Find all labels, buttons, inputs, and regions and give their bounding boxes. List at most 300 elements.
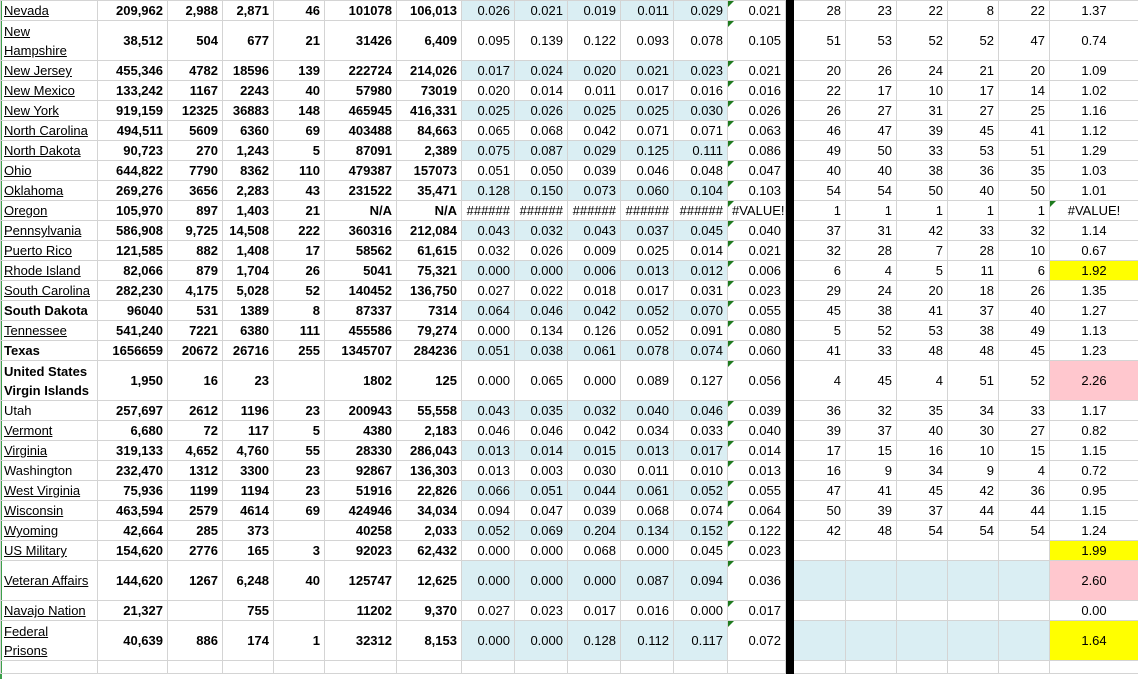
cell-jurisdiction[interactable] <box>1 181 98 201</box>
cell-rate-4[interactable]: 0.013 <box>621 441 674 461</box>
cell-average[interactable]: 0.036 <box>728 561 786 601</box>
cell-rate-1[interactable]: 0.027 <box>462 601 515 621</box>
cell-rank-4[interactable]: 34 <box>948 401 999 421</box>
cell-c6[interactable]: 136,303 <box>397 461 462 481</box>
cell-ratio[interactable]: 1.02 <box>1050 81 1138 101</box>
cell-rate-4[interactable]: 0.060 <box>621 181 674 201</box>
cell-rate-5[interactable]: 0.000 <box>674 601 728 621</box>
cell-rate-5[interactable]: 0.014 <box>674 241 728 261</box>
cell-c2[interactable]: 879 <box>168 261 223 281</box>
cell-rate-4[interactable]: 0.089 <box>621 361 674 401</box>
cell-c5[interactable]: 140452 <box>325 281 397 301</box>
cell-rate-4[interactable]: 0.017 <box>621 281 674 301</box>
cell-ratio[interactable]: 0.74 <box>1050 21 1138 61</box>
cell-c5[interactable]: 424946 <box>325 501 397 521</box>
cell-rate-1[interactable]: 0.032 <box>462 241 515 261</box>
cell-ratio[interactable]: 1.15 <box>1050 501 1138 521</box>
cell-c4[interactable]: 23 <box>274 461 325 481</box>
cell-rank-3[interactable]: 10 <box>897 81 948 101</box>
cell-c3[interactable]: 18596 <box>223 61 274 81</box>
cell-rate-2[interactable]: ###### <box>515 201 568 221</box>
empty-cell[interactable] <box>1 661 98 674</box>
cell-rate-2[interactable]: 0.000 <box>515 261 568 281</box>
cell-jurisdiction[interactable] <box>1 141 98 161</box>
cell-rate-3[interactable]: 0.204 <box>568 521 621 541</box>
cell-c2[interactable]: 504 <box>168 21 223 61</box>
cell-rate-5[interactable]: 0.016 <box>674 81 728 101</box>
cell-c2[interactable]: 16 <box>168 361 223 401</box>
cell-c4[interactable]: 110 <box>274 161 325 181</box>
cell-rank-4[interactable] <box>948 621 999 661</box>
cell-rank-3[interactable]: 31 <box>897 101 948 121</box>
cell-c1[interactable]: 209,962 <box>98 1 168 21</box>
cell-rank-1[interactable] <box>794 601 846 621</box>
cell-c1[interactable]: 42,664 <box>98 521 168 541</box>
cell-rank-4[interactable] <box>948 541 999 561</box>
cell-rate-1[interactable]: 0.013 <box>462 461 515 481</box>
cell-rank-3[interactable]: 53 <box>897 321 948 341</box>
cell-c3[interactable]: 6,248 <box>223 561 274 601</box>
cell-c6[interactable]: 2,033 <box>397 521 462 541</box>
cell-c6[interactable]: 79,274 <box>397 321 462 341</box>
cell-rank-2[interactable]: 26 <box>846 61 897 81</box>
cell-rank-3[interactable]: 33 <box>897 141 948 161</box>
cell-rate-1[interactable]: 0.000 <box>462 541 515 561</box>
cell-jurisdiction[interactable] <box>1 281 98 301</box>
cell-average[interactable]: 0.055 <box>728 481 786 501</box>
cell-average[interactable]: 0.016 <box>728 81 786 101</box>
cell-ratio[interactable]: 1.03 <box>1050 161 1138 181</box>
cell-c1[interactable]: 90,723 <box>98 141 168 161</box>
cell-jurisdiction[interactable] <box>1 121 98 141</box>
cell-rate-1[interactable]: ###### <box>462 201 515 221</box>
cell-rate-4[interactable]: 0.021 <box>621 61 674 81</box>
cell-rank-3[interactable]: 34 <box>897 461 948 481</box>
cell-average[interactable]: 0.056 <box>728 361 786 401</box>
cell-rate-3[interactable]: 0.043 <box>568 221 621 241</box>
cell-c2[interactable]: 5609 <box>168 121 223 141</box>
jurisdiction-link[interactable]: North Carolina <box>4 123 88 138</box>
cell-c6[interactable]: 125 <box>397 361 462 401</box>
cell-rank-1[interactable]: 17 <box>794 441 846 461</box>
cell-c1[interactable]: 133,242 <box>98 81 168 101</box>
cell-rank-2[interactable] <box>846 601 897 621</box>
cell-rate-4[interactable]: 0.052 <box>621 301 674 321</box>
cell-rank-1[interactable]: 5 <box>794 321 846 341</box>
cell-rank-4[interactable]: 8 <box>948 1 999 21</box>
empty-cell[interactable] <box>674 661 728 674</box>
cell-c5[interactable]: 51916 <box>325 481 397 501</box>
cell-rank-3[interactable]: 16 <box>897 441 948 461</box>
cell-ratio[interactable]: 1.99 <box>1050 541 1138 561</box>
cell-c1[interactable]: 319,133 <box>98 441 168 461</box>
cell-rank-3[interactable]: 5 <box>897 261 948 281</box>
cell-c5[interactable]: N/A <box>325 201 397 221</box>
cell-rank-3[interactable]: 52 <box>897 21 948 61</box>
cell-c3[interactable]: 1196 <box>223 401 274 421</box>
cell-rate-3[interactable]: 0.042 <box>568 421 621 441</box>
cell-rate-3[interactable]: 0.029 <box>568 141 621 161</box>
cell-c6[interactable]: 75,321 <box>397 261 462 281</box>
cell-c2[interactable]: 4782 <box>168 61 223 81</box>
cell-rate-3[interactable]: 0.126 <box>568 321 621 341</box>
cell-c3[interactable]: 3300 <box>223 461 274 481</box>
cell-jurisdiction[interactable] <box>1 341 98 361</box>
cell-rate-2[interactable]: 0.000 <box>515 621 568 661</box>
cell-c1[interactable]: 919,159 <box>98 101 168 121</box>
cell-c5[interactable]: 5041 <box>325 261 397 281</box>
jurisdiction-link[interactable]: Oregon <box>4 203 48 218</box>
cell-rank-3[interactable]: 42 <box>897 221 948 241</box>
empty-cell[interactable] <box>621 661 674 674</box>
cell-c2[interactable]: 2612 <box>168 401 223 421</box>
cell-rate-1[interactable]: 0.025 <box>462 101 515 121</box>
cell-c5[interactable]: 92023 <box>325 541 397 561</box>
cell-c3[interactable]: 26716 <box>223 341 274 361</box>
cell-ratio[interactable]: 1.27 <box>1050 301 1138 321</box>
jurisdiction-link[interactable]: Rhode Island <box>4 263 81 278</box>
cell-jurisdiction[interactable] <box>1 301 98 321</box>
cell-jurisdiction[interactable] <box>1 21 98 61</box>
cell-c5[interactable]: 92867 <box>325 461 397 481</box>
cell-c3[interactable]: 1,403 <box>223 201 274 221</box>
cell-c3[interactable]: 23 <box>223 361 274 401</box>
cell-rate-2[interactable]: 0.050 <box>515 161 568 181</box>
cell-c5[interactable]: 403488 <box>325 121 397 141</box>
cell-c3[interactable]: 373 <box>223 521 274 541</box>
cell-rate-1[interactable]: 0.046 <box>462 421 515 441</box>
empty-cell[interactable] <box>846 661 897 674</box>
cell-average[interactable]: 0.103 <box>728 181 786 201</box>
cell-c1[interactable]: 232,470 <box>98 461 168 481</box>
cell-rank-2[interactable]: 53 <box>846 21 897 61</box>
cell-rate-3[interactable]: 0.042 <box>568 121 621 141</box>
empty-cell[interactable] <box>1050 661 1138 674</box>
cell-rate-2[interactable]: 0.150 <box>515 181 568 201</box>
cell-rate-5[interactable]: 0.070 <box>674 301 728 321</box>
cell-rate-1[interactable]: 0.000 <box>462 261 515 281</box>
cell-rank-1[interactable] <box>794 621 846 661</box>
cell-rank-2[interactable]: 40 <box>846 161 897 181</box>
cell-rank-1[interactable]: 16 <box>794 461 846 481</box>
cell-rate-4[interactable]: 0.112 <box>621 621 674 661</box>
cell-c3[interactable]: 5,028 <box>223 281 274 301</box>
cell-rate-5[interactable]: 0.023 <box>674 61 728 81</box>
cell-c5[interactable]: 222724 <box>325 61 397 81</box>
cell-rate-4[interactable]: 0.025 <box>621 241 674 261</box>
cell-rate-5[interactable]: 0.091 <box>674 321 728 341</box>
cell-c5[interactable]: 101078 <box>325 1 397 21</box>
cell-c6[interactable]: 212,084 <box>397 221 462 241</box>
cell-rate-2[interactable]: 0.038 <box>515 341 568 361</box>
cell-rate-2[interactable]: 0.069 <box>515 521 568 541</box>
cell-rate-5[interactable]: 0.104 <box>674 181 728 201</box>
cell-average[interactable]: 0.055 <box>728 301 786 321</box>
cell-rank-5[interactable]: 27 <box>999 421 1050 441</box>
cell-c2[interactable]: 270 <box>168 141 223 161</box>
cell-rate-3[interactable]: 0.032 <box>568 401 621 421</box>
jurisdiction-link[interactable]: US Military <box>4 543 67 558</box>
cell-c3[interactable]: 1389 <box>223 301 274 321</box>
cell-jurisdiction[interactable] <box>1 321 98 341</box>
cell-rank-1[interactable]: 46 <box>794 121 846 141</box>
cell-rank-1[interactable]: 29 <box>794 281 846 301</box>
cell-rank-2[interactable]: 27 <box>846 101 897 121</box>
jurisdiction-link[interactable]: Ohio <box>4 163 32 178</box>
cell-rank-1[interactable]: 1 <box>794 201 846 221</box>
cell-c3[interactable]: 1,408 <box>223 241 274 261</box>
cell-c6[interactable]: 136,750 <box>397 281 462 301</box>
cell-jurisdiction[interactable] <box>1 361 98 401</box>
cell-ratio[interactable]: 1.15 <box>1050 441 1138 461</box>
cell-c3[interactable]: 6380 <box>223 321 274 341</box>
cell-c5[interactable]: 360316 <box>325 221 397 241</box>
cell-c4[interactable]: 23 <box>274 481 325 501</box>
cell-rank-4[interactable]: 30 <box>948 421 999 441</box>
cell-rank-1[interactable]: 42 <box>794 521 846 541</box>
cell-rank-5[interactable]: 25 <box>999 101 1050 121</box>
cell-rate-1[interactable]: 0.013 <box>462 441 515 461</box>
cell-c2[interactable]: 1312 <box>168 461 223 481</box>
cell-average[interactable]: 0.080 <box>728 321 786 341</box>
cell-rank-4[interactable]: 11 <box>948 261 999 281</box>
cell-rank-2[interactable]: 9 <box>846 461 897 481</box>
cell-c3[interactable]: 14,508 <box>223 221 274 241</box>
cell-rank-4[interactable]: 54 <box>948 521 999 541</box>
cell-rank-5[interactable]: 36 <box>999 481 1050 501</box>
cell-rank-3[interactable]: 24 <box>897 61 948 81</box>
cell-rank-4[interactable] <box>948 561 999 601</box>
cell-c5[interactable]: 28330 <box>325 441 397 461</box>
cell-rate-2[interactable]: 0.003 <box>515 461 568 481</box>
cell-rate-1[interactable]: 0.051 <box>462 341 515 361</box>
cell-rank-1[interactable]: 4 <box>794 361 846 401</box>
cell-c2[interactable]: 7221 <box>168 321 223 341</box>
jurisdiction-link[interactable]: Virginia <box>4 443 48 458</box>
cell-rank-3[interactable] <box>897 541 948 561</box>
cell-c2[interactable]: 20672 <box>168 341 223 361</box>
cell-rank-1[interactable]: 37 <box>794 221 846 241</box>
cell-c1[interactable]: 463,594 <box>98 501 168 521</box>
cell-c4[interactable]: 1 <box>274 621 325 661</box>
cell-rank-1[interactable] <box>794 561 846 601</box>
cell-c6[interactable]: 84,663 <box>397 121 462 141</box>
cell-rank-3[interactable]: 37 <box>897 501 948 521</box>
jurisdiction-link[interactable]: South Carolina <box>4 283 90 298</box>
cell-rate-4[interactable]: 0.040 <box>621 401 674 421</box>
cell-ratio[interactable]: 1.64 <box>1050 621 1138 661</box>
cell-jurisdiction[interactable] <box>1 61 98 81</box>
cell-average[interactable]: 0.006 <box>728 261 786 281</box>
cell-rate-2[interactable]: 0.022 <box>515 281 568 301</box>
cell-rate-4[interactable]: 0.011 <box>621 1 674 21</box>
cell-c5[interactable]: 11202 <box>325 601 397 621</box>
cell-jurisdiction[interactable] <box>1 521 98 541</box>
jurisdiction-link[interactable]: Vermont <box>4 423 53 438</box>
cell-c2[interactable]: 2776 <box>168 541 223 561</box>
cell-rank-4[interactable]: 37 <box>948 301 999 321</box>
cell-rank-1[interactable]: 26 <box>794 101 846 121</box>
cell-rate-4[interactable]: 0.000 <box>621 541 674 561</box>
cell-c4[interactable] <box>274 361 325 401</box>
cell-rate-5[interactable]: 0.052 <box>674 481 728 501</box>
cell-c3[interactable]: 2243 <box>223 81 274 101</box>
cell-c6[interactable]: 6,409 <box>397 21 462 61</box>
cell-rate-2[interactable]: 0.024 <box>515 61 568 81</box>
cell-rate-2[interactable]: 0.051 <box>515 481 568 501</box>
cell-c5[interactable]: 57980 <box>325 81 397 101</box>
cell-jurisdiction[interactable] <box>1 561 98 601</box>
cell-c4[interactable]: 139 <box>274 61 325 81</box>
cell-c6[interactable]: 2,389 <box>397 141 462 161</box>
cell-rate-4[interactable]: 0.125 <box>621 141 674 161</box>
cell-jurisdiction[interactable] <box>1 481 98 501</box>
cell-jurisdiction[interactable] <box>1 221 98 241</box>
cell-rate-4[interactable]: 0.046 <box>621 161 674 181</box>
cell-average[interactable]: 0.021 <box>728 61 786 81</box>
cell-rank-2[interactable]: 31 <box>846 221 897 241</box>
cell-c1[interactable]: 6,680 <box>98 421 168 441</box>
cell-c4[interactable]: 21 <box>274 21 325 61</box>
cell-rank-1[interactable]: 51 <box>794 21 846 61</box>
cell-rank-2[interactable]: 32 <box>846 401 897 421</box>
cell-rank-5[interactable]: 40 <box>999 301 1050 321</box>
cell-rank-5[interactable]: 22 <box>999 1 1050 21</box>
cell-c5[interactable]: 4380 <box>325 421 397 441</box>
cell-c5[interactable]: 31426 <box>325 21 397 61</box>
cell-c6[interactable]: 35,471 <box>397 181 462 201</box>
cell-c2[interactable]: 1167 <box>168 81 223 101</box>
cell-c4[interactable]: 69 <box>274 501 325 521</box>
cell-c4[interactable]: 17 <box>274 241 325 261</box>
cell-rank-5[interactable]: 33 <box>999 401 1050 421</box>
cell-rank-2[interactable]: 54 <box>846 181 897 201</box>
cell-rate-1[interactable]: 0.020 <box>462 81 515 101</box>
cell-rank-5[interactable]: 4 <box>999 461 1050 481</box>
cell-rate-3[interactable]: 0.017 <box>568 601 621 621</box>
cell-c1[interactable]: 96040 <box>98 301 168 321</box>
cell-rank-3[interactable]: 45 <box>897 481 948 501</box>
cell-rate-4[interactable]: 0.061 <box>621 481 674 501</box>
cell-c3[interactable]: 1194 <box>223 481 274 501</box>
cell-rank-4[interactable]: 17 <box>948 81 999 101</box>
cell-rate-3[interactable]: 0.000 <box>568 361 621 401</box>
cell-c6[interactable]: 22,826 <box>397 481 462 501</box>
cell-c5[interactable]: 87337 <box>325 301 397 321</box>
cell-c6[interactable]: 284236 <box>397 341 462 361</box>
cell-rank-2[interactable]: 17 <box>846 81 897 101</box>
cell-ratio[interactable]: 2.60 <box>1050 561 1138 601</box>
cell-rank-3[interactable] <box>897 601 948 621</box>
cell-jurisdiction[interactable] <box>1 621 98 661</box>
cell-rate-5[interactable]: 0.074 <box>674 341 728 361</box>
cell-rate-4[interactable]: 0.078 <box>621 341 674 361</box>
cell-rate-1[interactable]: 0.026 <box>462 1 515 21</box>
cell-jurisdiction[interactable] <box>1 161 98 181</box>
cell-rate-4[interactable]: 0.017 <box>621 81 674 101</box>
cell-c1[interactable]: 269,276 <box>98 181 168 201</box>
cell-rate-5[interactable]: 0.117 <box>674 621 728 661</box>
cell-c6[interactable]: 214,026 <box>397 61 462 81</box>
cell-rank-3[interactable] <box>897 621 948 661</box>
cell-rank-1[interactable]: 49 <box>794 141 846 161</box>
cell-rate-1[interactable]: 0.000 <box>462 361 515 401</box>
cell-rank-5[interactable]: 47 <box>999 21 1050 61</box>
cell-rate-3[interactable]: 0.068 <box>568 541 621 561</box>
cell-c1[interactable]: 257,697 <box>98 401 168 421</box>
cell-jurisdiction[interactable] <box>1 101 98 121</box>
cell-c1[interactable]: 144,620 <box>98 561 168 601</box>
cell-rate-5[interactable]: 0.031 <box>674 281 728 301</box>
cell-rate-5[interactable]: 0.030 <box>674 101 728 121</box>
cell-average[interactable]: 0.086 <box>728 141 786 161</box>
cell-c5[interactable]: 455586 <box>325 321 397 341</box>
cell-rate-4[interactable]: 0.134 <box>621 521 674 541</box>
empty-cell[interactable] <box>325 661 397 674</box>
cell-rank-2[interactable]: 23 <box>846 1 897 21</box>
cell-rate-2[interactable]: 0.014 <box>515 441 568 461</box>
cell-c2[interactable]: 531 <box>168 301 223 321</box>
cell-rank-4[interactable]: 1 <box>948 201 999 221</box>
cell-c6[interactable]: 8,153 <box>397 621 462 661</box>
cell-c1[interactable]: 494,511 <box>98 121 168 141</box>
cell-c3[interactable]: 8362 <box>223 161 274 181</box>
cell-c5[interactable]: 40258 <box>325 521 397 541</box>
jurisdiction-link[interactable]: Nevada <box>4 3 49 18</box>
cell-c4[interactable]: 55 <box>274 441 325 461</box>
cell-rank-2[interactable]: 45 <box>846 361 897 401</box>
cell-rate-1[interactable]: 0.095 <box>462 21 515 61</box>
cell-c3[interactable]: 36883 <box>223 101 274 121</box>
cell-rate-2[interactable]: 0.046 <box>515 421 568 441</box>
cell-average[interactable]: 0.040 <box>728 421 786 441</box>
cell-c1[interactable]: 644,822 <box>98 161 168 181</box>
cell-rank-4[interactable]: 18 <box>948 281 999 301</box>
cell-average[interactable]: 0.021 <box>728 1 786 21</box>
cell-rank-5[interactable]: 6 <box>999 261 1050 281</box>
cell-rank-5[interactable] <box>999 601 1050 621</box>
cell-rank-3[interactable]: 35 <box>897 401 948 421</box>
cell-rate-2[interactable]: 0.139 <box>515 21 568 61</box>
cell-c1[interactable]: 82,066 <box>98 261 168 281</box>
cell-c4[interactable]: 148 <box>274 101 325 121</box>
empty-cell[interactable] <box>568 661 621 674</box>
cell-rank-1[interactable]: 45 <box>794 301 846 321</box>
cell-c3[interactable]: 165 <box>223 541 274 561</box>
cell-ratio[interactable]: 1.24 <box>1050 521 1138 541</box>
cell-rate-5[interactable]: 0.152 <box>674 521 728 541</box>
cell-rank-5[interactable]: 35 <box>999 161 1050 181</box>
jurisdiction-link[interactable]: West Virginia <box>4 483 81 498</box>
cell-rate-3[interactable]: 0.006 <box>568 261 621 281</box>
cell-average[interactable]: 0.013 <box>728 461 786 481</box>
cell-rank-5[interactable]: 20 <box>999 61 1050 81</box>
cell-rate-3[interactable]: ###### <box>568 201 621 221</box>
cell-c6[interactable]: 55,558 <box>397 401 462 421</box>
cell-rate-3[interactable]: 0.011 <box>568 81 621 101</box>
cell-ratio[interactable]: 1.13 <box>1050 321 1138 341</box>
cell-rank-1[interactable]: 40 <box>794 161 846 181</box>
cell-rank-3[interactable]: 39 <box>897 121 948 141</box>
cell-rank-5[interactable]: 32 <box>999 221 1050 241</box>
cell-rate-2[interactable]: 0.023 <box>515 601 568 621</box>
cell-c2[interactable]: 886 <box>168 621 223 661</box>
cell-c1[interactable]: 75,936 <box>98 481 168 501</box>
cell-ratio[interactable]: 2.26 <box>1050 361 1138 401</box>
cell-rate-3[interactable]: 0.122 <box>568 21 621 61</box>
cell-rate-5[interactable]: 0.012 <box>674 261 728 281</box>
cell-rate-3[interactable]: 0.042 <box>568 301 621 321</box>
